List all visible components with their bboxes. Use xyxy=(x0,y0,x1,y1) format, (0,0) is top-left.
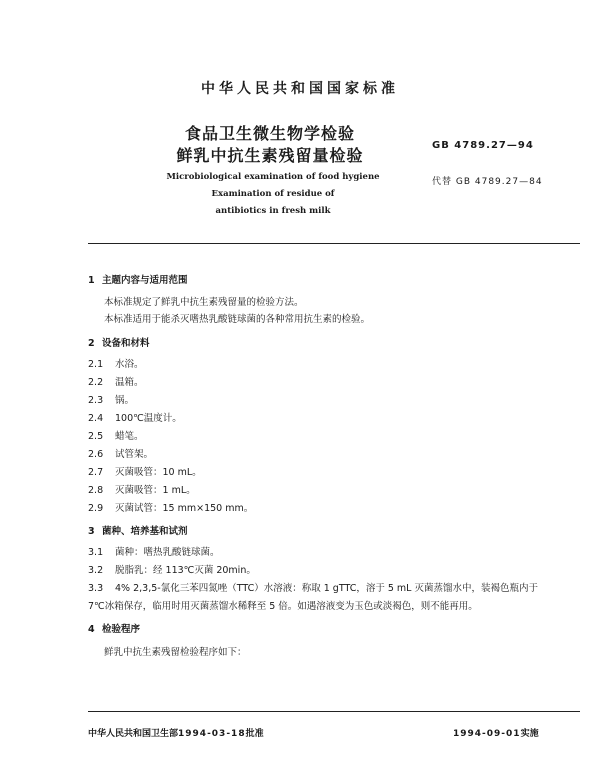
title-line-1: 食品卫生微生物学检验 xyxy=(184,124,355,143)
item-number: 2.2 xyxy=(88,377,104,388)
list-item xyxy=(88,562,256,576)
item-number: 3.2 xyxy=(88,565,104,576)
section-1-heading xyxy=(88,272,188,286)
replaces-standard: 代替 GB 4789.27—84 xyxy=(432,177,543,187)
item-text: 灭菌吸管：10 mL。 xyxy=(115,467,202,478)
list-item xyxy=(88,464,202,478)
section-2-heading xyxy=(88,335,150,349)
item-text: 灭菌吸管：1 mL。 xyxy=(115,485,196,496)
paragraph: 鲜乳中抗生素残留检验程序如下： xyxy=(104,647,247,658)
item-number: 2.6 xyxy=(88,449,104,460)
item-text: 4% 2,3,5-氯化三苯四氮唑（TTC）水溶液：称取 1 gTTC，溶于 5 mL 灭菌蒸馏水中，装褐色瓶内于 xyxy=(115,583,538,594)
list-item xyxy=(88,356,144,370)
section-3-heading xyxy=(88,523,188,537)
section-title: 设备和材料 xyxy=(102,338,150,349)
list-item xyxy=(88,544,220,558)
national-standard-heading: 中华人民共和国国家标准 xyxy=(201,81,399,97)
list-item xyxy=(88,482,196,496)
item-text: 试管架。 xyxy=(115,449,154,460)
footer-divider xyxy=(88,711,580,712)
item-number: 2.5 xyxy=(88,431,104,442)
item-text: 水浴。 xyxy=(115,359,144,370)
section-number: 4 xyxy=(88,624,95,635)
section-title: 检验程序 xyxy=(102,624,141,635)
item-number: 3.3 xyxy=(88,583,104,594)
implement-label: 实施 xyxy=(520,729,539,739)
section-number: 1 xyxy=(88,275,95,286)
item-number: 2.4 xyxy=(88,413,104,424)
item-number: 2.1 xyxy=(88,359,104,370)
item-number: 2.3 xyxy=(88,395,104,406)
footer-approval xyxy=(88,726,264,739)
item-number: 2.7 xyxy=(88,467,104,478)
list-item xyxy=(88,428,144,442)
item-text: 100℃温度计。 xyxy=(115,413,182,424)
item-text: 蜡笔。 xyxy=(115,431,144,442)
item-text: 菌种：嗜热乳酸链球菌。 xyxy=(115,547,220,558)
item-number: 2.9 xyxy=(88,503,104,514)
footer-implementation xyxy=(453,726,539,739)
header-divider xyxy=(88,243,580,244)
item-text: 灭菌试管：15 mm×150 mm。 xyxy=(115,503,254,514)
english-title-line-2: Examination of residue of xyxy=(211,189,335,199)
paragraph: 本标准规定了鲜乳中抗生素残留量的检验方法。 xyxy=(104,297,304,308)
english-title-line-3: antibiotics in fresh milk xyxy=(215,206,331,216)
section-number: 3 xyxy=(88,526,95,537)
item-text: 脱脂乳：经 113℃灭菌 20min。 xyxy=(115,565,256,576)
standard-number: GB 4789.27—94 xyxy=(432,140,534,151)
section-title: 主题内容与适用范围 xyxy=(102,275,188,286)
list-item xyxy=(88,410,182,424)
item-text-continued: 7℃冰箱保存，临用时用灭菌蒸馏水稀释至 5 倍。如遇溶液变为玉色或淡褐色，则不能再用。 xyxy=(88,601,478,612)
item-number: 3.1 xyxy=(88,547,104,558)
section-number: 2 xyxy=(88,338,95,349)
list-item xyxy=(88,500,253,514)
list-item xyxy=(88,446,153,460)
implement-date: 1994-09-01 xyxy=(453,729,521,739)
list-item xyxy=(88,580,538,594)
title-line-2: 鲜乳中抗生素残留量检验 xyxy=(176,146,364,165)
english-title-line-1: Microbiological examination of food hygiene xyxy=(166,172,380,182)
list-item xyxy=(88,374,144,388)
item-number: 2.8 xyxy=(88,485,104,496)
paragraph: 本标准适用于能杀灭嗜热乳酸链球菌的各种常用抗生素的检验。 xyxy=(104,314,371,325)
section-title: 菌种、培养基和试剂 xyxy=(102,526,188,537)
section-4-heading xyxy=(88,621,140,635)
item-text: 锅。 xyxy=(115,395,135,406)
list-item xyxy=(88,392,134,406)
approval-label: 批准 xyxy=(245,729,264,739)
issuer: 中华人民共和国卫生部 xyxy=(88,729,179,739)
item-text: 温箱。 xyxy=(115,377,144,388)
approval-date: 1994-03-18 xyxy=(178,729,246,739)
